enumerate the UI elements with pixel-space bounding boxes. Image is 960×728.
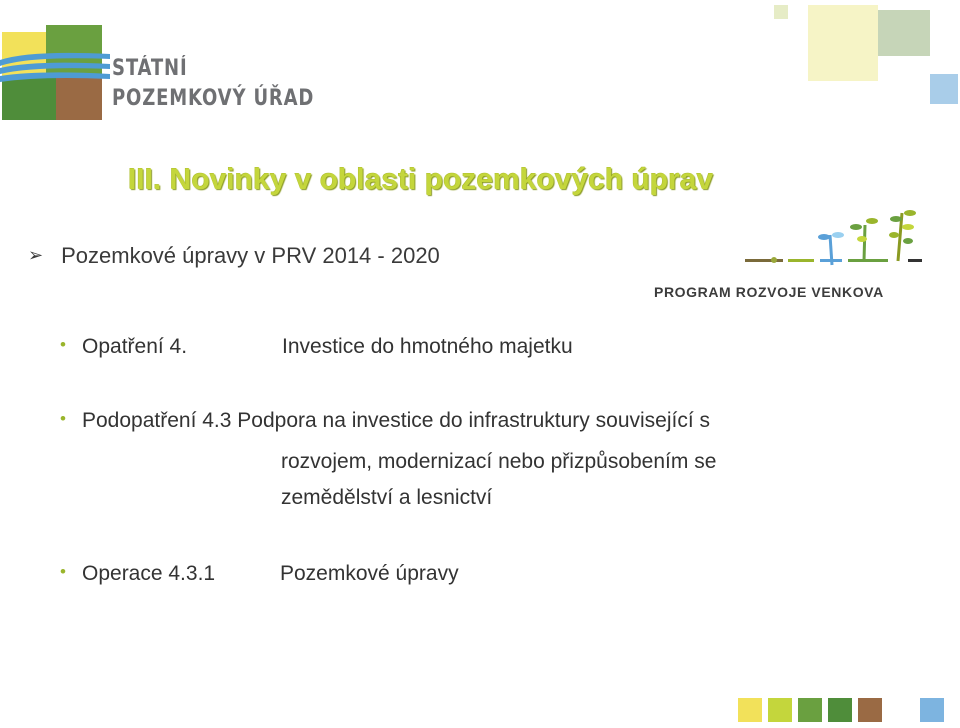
decor-square (920, 698, 944, 722)
spu-logo-line1: STÁTNÍ (112, 56, 188, 81)
item-continuation: zemědělství a lesnictví (281, 486, 493, 509)
decor-square (798, 698, 822, 722)
page-title: III. Novinky v oblasti pozemkových úprav (128, 163, 714, 196)
prv-logo-mark (640, 205, 930, 285)
decor-square (930, 74, 958, 104)
spu-logo-mark (0, 20, 110, 130)
spu-logo-line2: POZEMKOVÝ ÚŘAD (112, 86, 315, 111)
decor-square (808, 5, 878, 81)
bullet-icon: • (60, 562, 66, 581)
item-label: Opatření 4. (82, 335, 188, 358)
item-value: Pozemkové úpravy (280, 562, 459, 585)
arrow-bullet-icon: ➢ (28, 245, 44, 265)
bullet-icon: • (60, 335, 66, 354)
prv-logo-text: PROGRAM ROZVOJE VENKOVA (654, 284, 884, 300)
decor-square (738, 698, 762, 722)
decor-square (774, 5, 788, 19)
spu-logo-text (112, 54, 314, 114)
item-label: Operace 4.3.1 (82, 562, 216, 585)
decor-square (858, 698, 882, 722)
section-heading-text: Pozemkové úpravy v PRV 2014 - 2020 (61, 243, 440, 268)
decor-square (878, 10, 930, 56)
item-continuation: rozvojem, modernizací nebo přizpůsobením se (281, 450, 717, 473)
decor-square (828, 698, 852, 722)
section-heading (28, 243, 440, 269)
decor-square (768, 698, 792, 722)
item-value: Investice do hmotného majetku (282, 335, 573, 358)
bullet-icon: • (60, 409, 66, 428)
item-label: Podopatření 4.3 Podpora na investice do infrastruktury související s (82, 409, 711, 432)
